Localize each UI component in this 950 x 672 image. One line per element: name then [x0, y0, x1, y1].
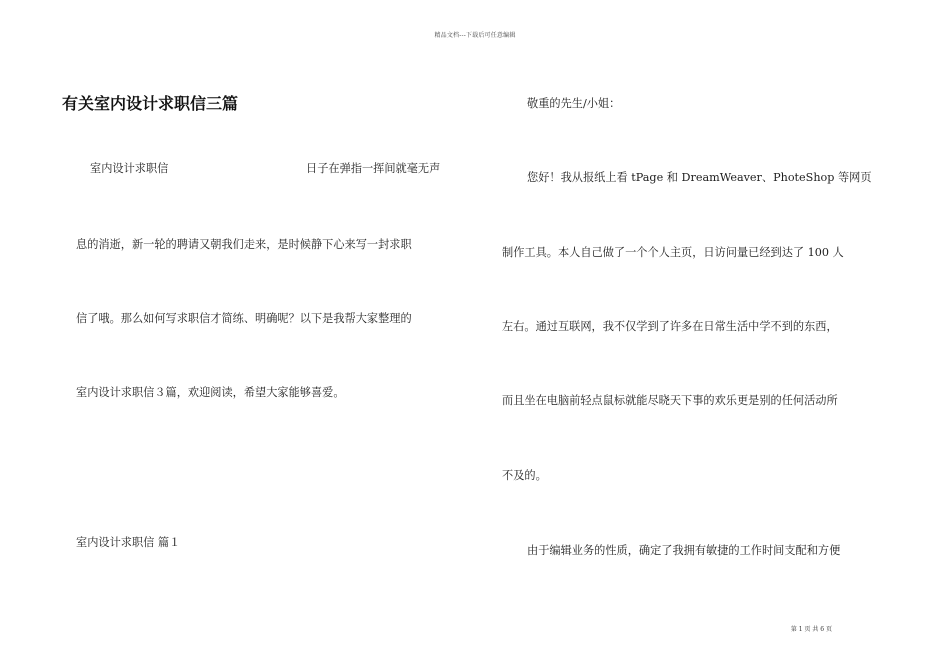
section-heading: 室内设计求职信 篇１ — [76, 536, 181, 549]
body-line-1: 息的消逝，新一轮的聘请又朝我们走来，是时候静下心来写一封求职 — [76, 238, 412, 251]
letter-line-2: 制作工具。本人自己做了一个个人主页，日访问量已经到达了 100 人 — [502, 246, 844, 259]
letter-line-3: 左右。通过互联网，我不仅学到了许多在日常生活中学不到的东西， — [502, 320, 838, 333]
body-line-2: 信了哦。那么如何写求职信才简练、明确呢？以下是我帮大家整理的 — [76, 312, 412, 325]
letter-line-1: 您好！我从报纸上看 tPage 和 DreamWeaver、PhoteShop 等网页 — [527, 171, 872, 184]
document-title: 有关室内设计求职信三篇 — [62, 94, 239, 113]
intro-text-start: 日子在弹指一挥间就毫无声 — [306, 162, 441, 175]
body-line-3: 室内设计求职信３篇，欢迎阅读，希望大家能够喜爱。 — [76, 386, 345, 399]
page-number: 第 1 页 共 6 页 — [790, 626, 832, 633]
intro-label: 室内设计求职信 — [90, 162, 169, 175]
salutation: 敬重的先生/小姐： — [527, 97, 621, 110]
page-header: 精品文档---下载后可任意编辑 — [434, 32, 516, 39]
letter-line-5: 不及的。 — [502, 469, 547, 482]
letter-line-4: 而且坐在电脑前轻点鼠标就能尽晓天下事的欢乐更是别的任何活动所 — [502, 394, 838, 407]
letter-line-6: 由于编辑业务的性质，确定了我拥有敏捷的工作时间支配和方便 — [527, 544, 841, 557]
